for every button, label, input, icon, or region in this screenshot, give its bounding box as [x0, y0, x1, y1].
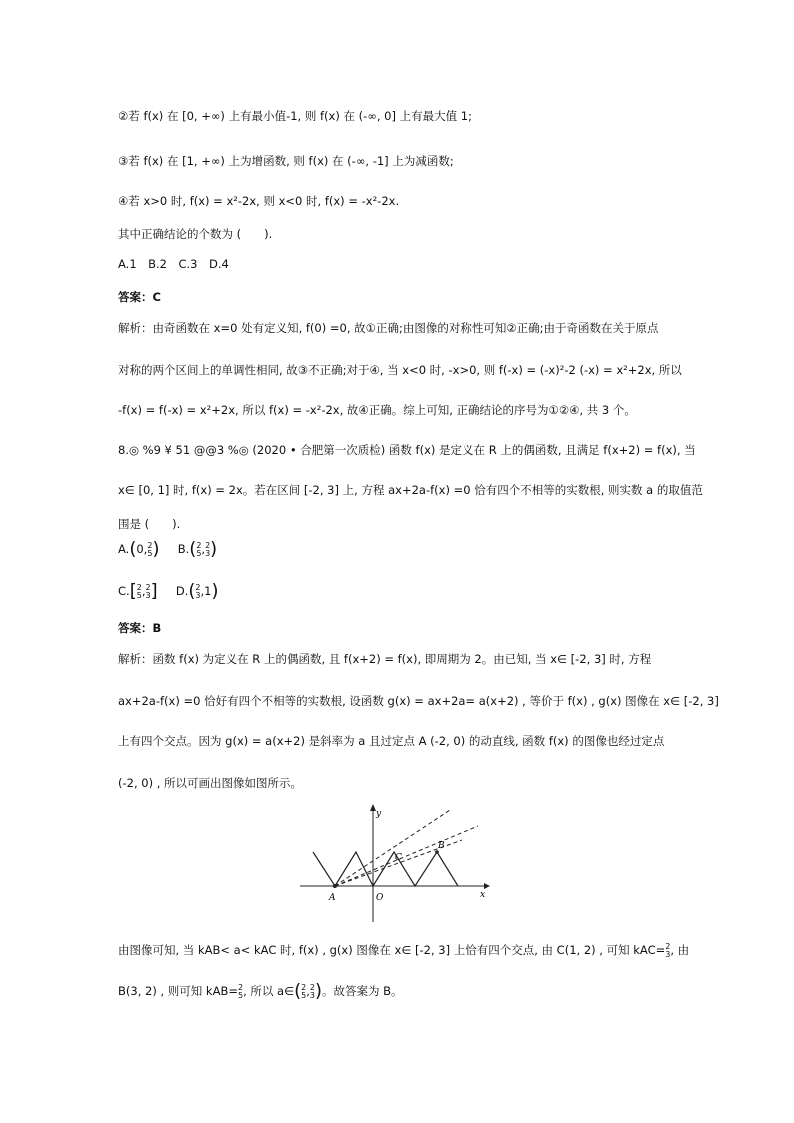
question-7: 其中正确结论的个数为 ( ).: [118, 227, 273, 241]
exp-6-mid: , 所以 a∈: [243, 984, 295, 998]
label-c: C: [395, 853, 402, 863]
explanation-8-line-4: (-2, 0) , 所以可画出图像如图所示。: [118, 776, 303, 790]
option-a-label: A.: [118, 542, 130, 556]
label-origin: O: [376, 893, 384, 903]
label-x: x: [480, 890, 486, 900]
option-a-frac-den: 5: [147, 548, 153, 558]
explanation-8-line-6: B(3, 2) , 则可知 kAB= 2 5 , 所以 a∈( 2 5 , 2 3 )。故答案为 B。: [118, 980, 403, 1002]
option-b-n1: 2: [196, 540, 202, 550]
exp-6-d: 5: [237, 990, 244, 1000]
explanation-7-line-2: 对称的两个区间上的单调性相同, 故③不正确;对于④, 当 x<0 时, -x>0, 则 f(-x) = (-x)²-2 (-x) = x²+2x, 所以: [118, 363, 682, 377]
option-d-n: 2: [195, 582, 201, 592]
exp-6-n1: 2: [301, 982, 307, 992]
explanation-7-line-1: 解析：由奇函数在 x=0 处有定义知, f(0) =0, 故①正确;由图像的对称性可知②正确;由于奇函数在关于原点: [118, 321, 659, 335]
statement-2: ②若 f(x) 在 [0, +∞) 上有最小值-1, 则 f(x) 在 (-∞, 0] 上有最大值 1;: [118, 109, 472, 123]
option-d-label: D.: [175, 584, 189, 598]
option-c-label: C.: [118, 584, 130, 598]
exp-5-pre: 由图像可知, 当 kAB< a< kAC 时, f(x) , g(x) 图像在 x∈ [-2, 3] 上恰有四个交点, 由 C(1, 2) , 可知 kAC=: [118, 943, 666, 957]
option-c-d2: 3: [145, 590, 151, 600]
option-b-d2: 3: [205, 548, 211, 558]
option-c-d1: 5: [136, 590, 142, 600]
option-b-d1: 5: [196, 548, 202, 558]
exp-5-d: 3: [665, 949, 671, 959]
exp-6-n2: 2: [309, 982, 315, 992]
answer-7: 答案：C: [118, 290, 161, 304]
option-c-n2: 2: [145, 582, 151, 592]
exp-6-d2: 3: [309, 990, 315, 1000]
question-8-line-3: 围是 ( ).: [118, 517, 181, 531]
x-axis-arrow: [484, 883, 490, 889]
option-b-label: B.: [177, 542, 190, 556]
option-d-d: 3: [195, 590, 201, 600]
label-y: y: [376, 809, 382, 819]
line-upper: [335, 810, 450, 886]
explanation-7-line-3: -f(x) = f(-x) = x²+2x, 所以 f(x) = -x²-2x, 故④正确。综上可知, 正确结论的序号为①②④, 共 3 个。: [118, 403, 636, 417]
option-d-tail: ,1: [200, 584, 212, 598]
function-graph: [300, 800, 500, 925]
explanation-8-line-5: [118, 942, 689, 959]
answer-8: 答案：B: [118, 621, 162, 635]
options-7: A.1 B.2 C.3 D.4: [118, 257, 229, 271]
statement-3: ③若 f(x) 在 [1, +∞) 上为增函数, 则 f(x) 在 (-∞, -1] 上为减函数;: [118, 154, 454, 168]
options-8-row-2: C.[ 2 5 , 2 3 ] D.( 2 3 ,1): [118, 580, 219, 602]
option-c-n1: 2: [136, 582, 142, 592]
label-b: B: [438, 841, 445, 851]
exp-6-n: 2: [237, 982, 244, 992]
explanation-8-line-2: ax+2a-f(x) =0 恰好有四个不相等的实数根, 设函数 g(x) = ax+2a= a(x+2) , 等价于 f(x) , g(x) 图像在 x∈ [-2, 3]: [118, 694, 719, 708]
option-a-start: 0,: [136, 542, 148, 556]
f-graph: [313, 852, 458, 886]
point-a: [333, 884, 337, 888]
exp-6-pre: B(3, 2) , 则可知 kAB=: [118, 984, 238, 998]
line-middle: [335, 826, 478, 886]
exp-6-d1: 5: [301, 990, 307, 1000]
question-8-line-2: x∈ [0, 1] 时, f(x) = 2x。若在区间 [-2, 3] 上, 方程 ax+2a-f(x) =0 恰有四个不相等的实数根, 则实数 a 的取值范: [118, 483, 703, 497]
label-a: A: [329, 893, 336, 903]
exp-5-n: 2: [665, 941, 671, 951]
exp-5-post: , 由: [670, 943, 690, 957]
options-8-row-1: A.(0, 2 5 ) B.( 2 5 , 2 3 ): [118, 538, 218, 560]
question-8-line-1: 8.◎ %9 ¥ 51 @@3 %◎ (2020 • 合肥第一次质检) 函数 f(x) 是定义在 R 上的偶函数, 且满足 f(x+2) = f(x), 当: [118, 443, 696, 457]
explanation-8-line-3: 上有四个交点。因为 g(x) = a(x+2) 是斜率为 a 且过定点 A (-2, 0) 的动直线, 函数 f(x) 的图像也经过定点: [118, 734, 665, 748]
explanation-8-line-1: 解析：函数 f(x) 为定义在 R 上的偶函数, 且 f(x+2) = f(x), 即周期为 2。由已知, 当 x∈ [-2, 3] 时, 方程: [118, 652, 652, 666]
exp-6-post: 。故答案为 B。: [322, 984, 403, 998]
option-b-n2: 2: [205, 540, 211, 550]
option-a-frac-num: 2: [147, 540, 153, 550]
statement-4: ④若 x>0 时, f(x) = x²-2x, 则 x<0 时, f(x) = -x²-2x.: [118, 194, 400, 208]
